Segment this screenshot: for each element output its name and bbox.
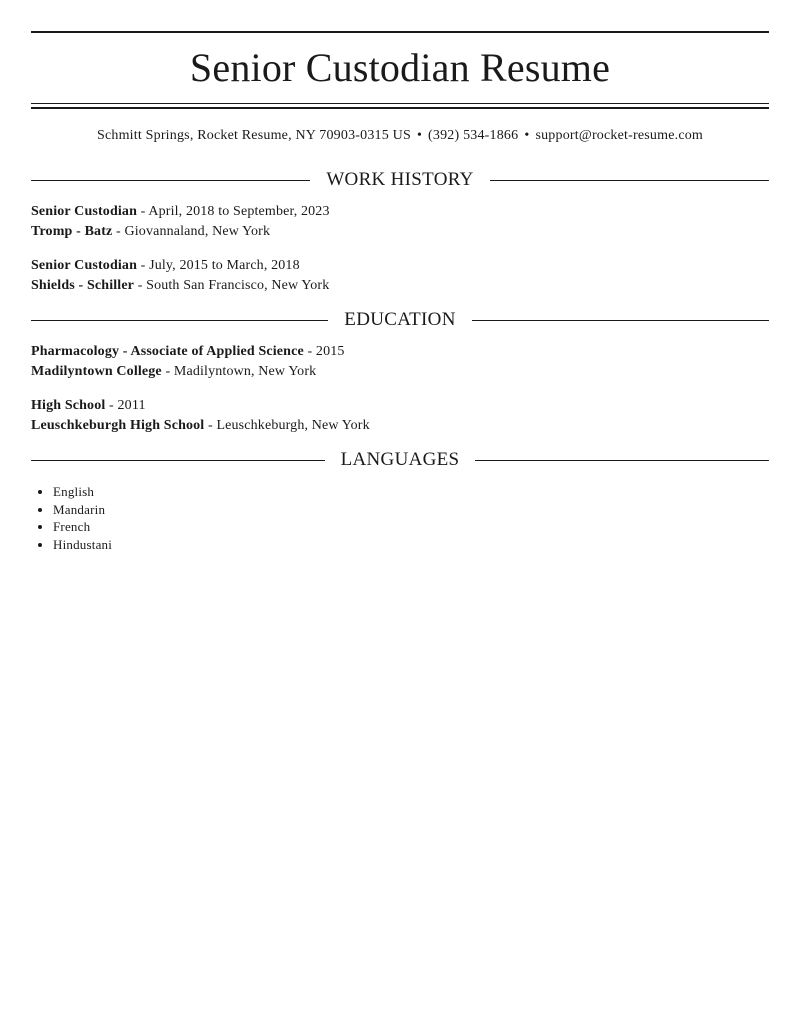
work-location: - South San Francisco, New York [134,278,330,293]
work-history-title: WORK HISTORY [326,169,474,190]
contact-separator: • [524,128,530,143]
languages-heading [31,448,769,472]
education-year: - 2011 [105,398,146,413]
work-location: - Giovannaland, New York [112,224,271,239]
resume-title: Senior Custodian Resume [189,45,611,90]
education-degree-line [31,342,769,362]
list-item: • French [53,518,769,536]
list-item: • English [53,483,769,501]
work-entry-company-line [31,276,769,296]
heading-rule-right [490,180,769,181]
contact-separator: • [416,128,423,143]
work-entry-company-line [31,222,769,242]
title-double-rule [31,103,769,109]
heading-rule-left [31,180,310,181]
heading-rule-right [475,460,769,461]
work-company: Shields - Schiller [31,278,135,293]
languages-list [31,483,769,553]
work-entry-role-line [31,202,769,222]
languages-title: LANGUAGES [340,449,460,470]
list-item: • Hindustani [53,536,769,554]
work-role: Senior Custodian [31,204,138,219]
contact-address: Schmitt Springs, Rocket Resume, NY 70903-0315 US [96,128,411,143]
education-entry [31,342,769,382]
contact-email: support@rocket-resume.com [535,128,704,143]
education-title: EDUCATION [344,309,456,330]
work-company: Tromp - Batz [31,224,113,239]
work-entry [31,256,769,296]
work-dates: - April, 2018 to September, 2023 [137,204,330,219]
heading-rule-right [472,320,769,321]
education-degree: High School [31,398,106,413]
heading-rule-left [31,460,325,461]
education-location: - Madilyntown, New York [161,364,317,379]
education-location: - Leuschkeburgh, New York [204,418,370,433]
contact-line [31,126,769,146]
contact-phone: (392) 534-1866 [428,128,519,143]
education-heading [31,308,769,332]
work-entry [31,202,769,242]
education-degree: Pharmacology - Associate of Applied Science [31,344,304,359]
education-school-line [31,362,769,382]
work-history-heading [31,168,769,192]
work-role: Senior Custodian [31,258,138,273]
education-year: - 2015 [303,344,345,359]
education-school: Leuschkeburgh High School [31,418,205,433]
list-item: • Mandarin [53,501,769,519]
heading-rule-left [31,320,328,321]
education-school: Madilyntown College [31,364,162,379]
work-entry-role-line [31,256,769,276]
education-degree-line [31,396,769,416]
education-school-line [31,416,769,436]
work-dates: - July, 2015 to March, 2018 [137,258,300,273]
education-entry [31,396,769,436]
